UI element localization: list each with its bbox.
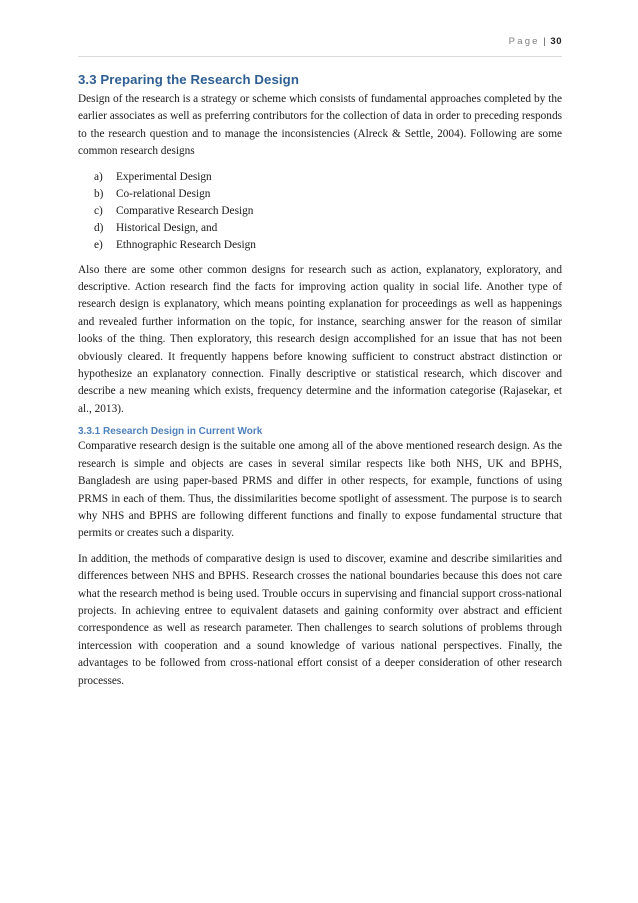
list-marker: d) xyxy=(94,221,104,234)
list-item-label: Comparative Research Design xyxy=(116,204,254,217)
list-marker: e) xyxy=(94,238,103,251)
page-number: 30 xyxy=(550,36,562,47)
page-label: Page xyxy=(508,36,540,47)
list-item xyxy=(94,237,562,254)
list-item xyxy=(94,220,562,237)
list-item xyxy=(94,203,562,220)
subsection-paragraph-1: Comparative research design is the suitable one among all of the above mentioned research design. As the research is simple and objects are cases in several similar respects like both NHS, UK and BPHS, Bangladesh are using paper-based PRMS and differ in other respects, for example, functions of using PRMS in each of them. Thus, the dissimilarities become spotlight of assessment. The purpose is to search why NHS and BPHS are following different functions and finally to expose fundamental structure that permits or creates such a disparity. xyxy=(78,440,562,540)
list-item xyxy=(94,169,562,186)
list-item-label: Experimental Design xyxy=(116,170,212,183)
page-separator: | xyxy=(543,36,546,47)
list-item-label: Historical Design, and xyxy=(116,221,218,234)
section-intro-paragraph: Design of the research is a strategy or scheme which consists of fundamental approaches completed by the earlier associates as well as preferring contributors for the collection of data in order to preceding responds to the research question and to manage the inconsistencies (Alreck & Settle, 2004). Following are some common research designs xyxy=(78,93,562,158)
subsection-heading: 3.3.1 Research Design in Current Work xyxy=(78,426,263,438)
list-marker: c) xyxy=(94,204,103,217)
subsection-paragraph-2: In addition, the methods of comparative design is used to discover, examine and describe similarities and differences between NHS and BPHS. Research crosses the national boundaries because this does not care what the research method is being used. Trouble occurs in supervising and financial support cross-national projects. In achieving entree to equivalent datasets and gaining conformity over abstract and efficient correspondence as well as research parameter. Then challenges to search solutions of problems through intercession with cooperation and a sound knowledge of various national perspectives. Finally, the advantages to be followed from cross-national effort consist of a deeper consideration of other research processes. xyxy=(78,552,562,687)
page-header xyxy=(78,36,562,57)
research-design-list xyxy=(78,169,562,254)
list-marker: b) xyxy=(94,187,104,200)
document-body xyxy=(78,72,562,698)
list-item-label: Ethnographic Research Design xyxy=(116,238,256,251)
section-paragraph-2: Also there are some other common designs for research such as action, explanatory, exploratory, and descriptive. Action research find the facts for improving action quality in social life. Another type of research design is explanatory, which means pointing explanation for proceedings as well as happenings and revealed further information on the topic, for instance, searching answer for the reason of similar looks of the thing. Then exploratory, this research design accomplished for an issue that has not been obviously cleared. It frequently happens before knowing sufficient to construct abstract distinction or hypothesize an explanatory connection. Finally descriptive or statistical research, which discover and describe a new meaning which exists, frequency determine and the information categorise (Rajasekar, et al., 2013). xyxy=(78,263,562,415)
list-marker: a) xyxy=(94,170,103,183)
list-item xyxy=(94,186,562,203)
section-heading: 3.3 Preparing the Research Design xyxy=(78,72,299,87)
list-item-label: Co-relational Design xyxy=(116,187,211,200)
